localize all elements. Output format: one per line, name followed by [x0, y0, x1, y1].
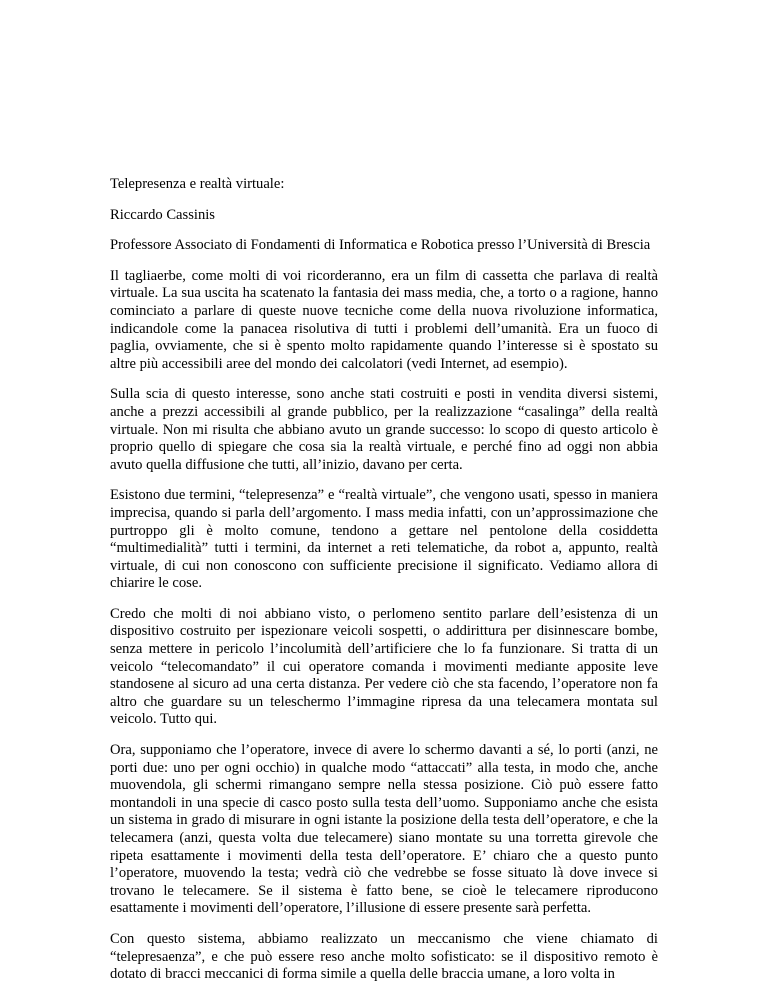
document-page — [110, 176, 658, 997]
document-title: Telepresenza e realtà virtuale: — [110, 176, 285, 192]
body-paragraph-4: Credo che molti di noi abbiano visto, o perlomeno sentito parlare dell’esistenza di un dispositivo costruito per ispezionare veicoli sospetti, o addirittura per disinnescare bombe, senza mettere in pericolo l’incolumità dell’artificiere che lo fa funzionare. Si tratta di un veicolo “telecomandato” il cui operatore comanda i movimenti mediante apposite leve standosene al sicuro ad una certa distanza. Per vedere ciò che sta facendo, l’operatore non fa altro che guardare su un teleschermo l’immagine ripresa da una telecamera montata sul veicolo. Tutto qui. — [110, 605, 658, 728]
body-paragraph-3: Esistono due termini, “telepresenza” e “realtà virtuale”, che vengono usati, spesso in maniera imprecisa, quando si parla dell’argomento. I mass media infatti, con un’approssimazione che purtroppo gli è molto comune, tendono a gettare nel pentolone della cosiddetta “multimedialità” tutti i termini, da internet a reti telematiche, da robot a, appunto, realtà virtuale, di cui non conoscono con sufficiente precisione il significato. Vediamo allora di chiarire le cose. — [110, 487, 658, 592]
body-paragraph-2: Sulla scia di questo interesse, sono anche stati costruiti e posti in vendita diversi sistemi, anche a prezzi accessibili al grande pubblico, per la realizzazione “casalinga” della realtà virtuale. Non mi risulta che abbiano avuto un grande successo: lo scopo di questo articolo è proprio quello di spiegare che cosa sia la realtà virtuale, e perché fino ad oggi non abbia avuto quella diffusione che tutti, all’inizio, davano per certa. — [110, 386, 658, 473]
document-author: Riccardo Cassinis — [110, 206, 215, 223]
body-paragraph-5: Ora, supponiamo che l’operatore, invece di avere lo schermo davanti a sé, lo porti (anzi, ne porti due: uno per ogni occhio) in qualche modo “attaccati” alla testa, in modo che, anche muovendola, gli schermi rimangano sempre nella stessa posizione. Ciò può essere fatto montandoli in una specie di casco posto sulla testa dell’uomo. Supponiamo anche che esista un sistema in grado di misurare in ogni istante la posizione della testa dell’operatore, e che la telecamera (anzi, questa volta due telecamere) siano montate su una torretta girevole che ripeta esattamente i movimenti della testa dell’operatore. E’ chiaro che a questo punto l’operatore, muovendo la testa; vedrà ciò che vedrebbe se fosse situato là dove invece si trovano le telecamere. Se il sistema è fatto bene, se cioè le telecamere riproducono esattamente i movimenti dell’operatore, l’illusione di essere presente sarà perfetta. — [110, 742, 658, 917]
body-paragraph-6: Con questo sistema, abbiamo realizzato un meccanismo che viene chiamato di “telepresaenza”, e che può essere reso anche molto sofisticato: se il dispositivo remoto è dotato di bracci meccanici di forma simile a quella delle braccia umane, a loro volta in — [110, 930, 658, 983]
body-paragraph-1: Il tagliaerbe, come molti di voi ricorderanno, era un film di cassetta che parlava di realtà virtuale. La sua uscita ha scatenato la fantasia dei mass media, che, a torto o a ragione, hanno cominciato a parlare di queste nuove tecniche come della nuova rivoluzione informatica, indicandole come la panacea risolutiva di tutti i problemi dell’umanità. Era un fuoco di paglia, ovviamente, che si è spento molto rapidamente quando l’interesse si è spostato su altre più accessibili aree del mondo dei calcolatori (vedi Internet, ad esempio). — [110, 267, 658, 372]
document-affiliation: Professore Associato di Fondamenti di Informatica e Robotica presso l’Università di Brescia — [110, 237, 651, 254]
